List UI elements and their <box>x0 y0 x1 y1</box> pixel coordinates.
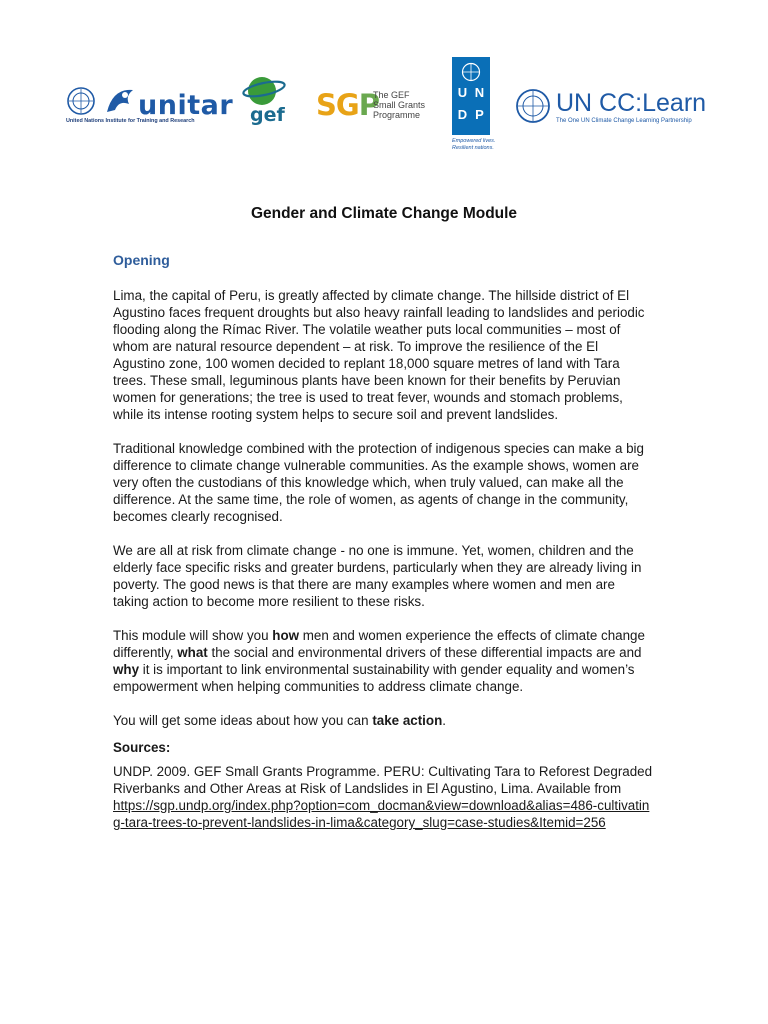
section-heading-opening: Opening <box>113 252 170 268</box>
p4-text-3: the social and environmental drivers of these differential impacts are and <box>207 645 642 660</box>
undp-letter: D <box>457 107 468 122</box>
document-title: Gender and Climate Change Module <box>250 205 518 222</box>
p4-text-1: This module will show you <box>113 628 273 643</box>
sgp-subtitle-line2: Small Grants <box>373 100 426 110</box>
unitar-wordmark: unitar <box>138 90 234 121</box>
paragraph-1: Lima, the capital of Peru, is greatly affected by climate change. The hillside district of El Agustino faces frequent droughts but also heavy rainfall leading to landslides and periodic flooding along the Rímac River. The volatile weather puts local communities – most of whom are natural resource dependent – at risk. To improve the resilience of the El Agustino zone, 100 women decided to replant 18,000 square metres of land with Tara trees. These small, leguminous plants have been known for their benefits by Peruvian women for generations; the tree is used to treat fever, wounds and stomach problems, while its intense rooting system helps to secure soil and prevent landslides. <box>113 288 645 422</box>
p4-bold-how: how <box>272 628 300 643</box>
source-text: UNDP. 2009. GEF Small Grants Programme. PERU: Cultivating Tara to Reforest Degraded Riverbanks and Other Areas at Risk of Landslides in El Agustino, Lima. Available from <box>113 764 653 796</box>
sgp-subtitle <box>373 90 425 120</box>
p4-text-4: it is important to link environmental sustainability with gender equality and women’s empowerment when helping communities to address climate change. <box>113 662 635 694</box>
undp-logo <box>452 57 490 135</box>
gef-wordmark: gef <box>250 104 285 126</box>
p5-text-2: . <box>442 713 447 728</box>
uncclearn-subtitle: The One UN Climate Change Learning Partnership <box>556 118 692 124</box>
sgp-subtitle-line3: Programme <box>373 110 421 120</box>
sgp-subtitle-line1: The GEF <box>373 90 410 100</box>
undp-tagline-line1: Empowered lives. <box>452 138 496 144</box>
undp-letter: P <box>475 107 484 122</box>
p4-bold-why: why <box>113 662 140 677</box>
p4-text-2: men and women experience the effects of climate change differently, <box>113 628 645 660</box>
undp-tagline <box>452 138 495 152</box>
undp-letter: U <box>457 85 468 100</box>
document-body <box>113 252 653 831</box>
partner-logos-header <box>0 0 768 150</box>
unitar-globe-icon <box>103 82 139 118</box>
uncclearn-emblem-icon <box>515 88 551 124</box>
source-link[interactable]: https://sgp.undp.org/index.php?option=com_docman&view=download&alias=486-cultivating-tara-trees-to-prevent-landslides-in-lima&category_slug=case-studies&Itemid=256 <box>113 798 650 830</box>
sgp-wordmark: SGP <box>316 88 379 122</box>
paragraph-5 <box>113 712 653 729</box>
un-emblem-icon <box>66 86 96 116</box>
p5-bold-take-action: take action <box>372 713 443 728</box>
unitar-subtitle: United Nations Institute for Training and Research <box>66 118 195 124</box>
paragraph-4 <box>113 627 653 695</box>
gef-globe-icon <box>242 74 286 108</box>
p5-text-1: You will get some ideas about how you can <box>113 713 373 728</box>
sources-heading: Sources: <box>113 740 171 755</box>
p4-bold-what: what <box>177 645 208 660</box>
undp-emblem-icon <box>459 61 483 83</box>
paragraph-3: We are all at risk from climate change - no one is immune. Yet, women, children and the elderly face specific risks and greater burdens, particularly when they are already living in poverty. The good news is that there are many examples where women and men are taking action to become more resilient to these risks. <box>113 543 642 609</box>
source-citation <box>113 763 653 831</box>
uncclearn-wordmark: UN CC:Learn <box>556 89 707 117</box>
undp-tagline-line2: Resilient nations. <box>452 145 494 151</box>
undp-letter: N <box>474 85 485 100</box>
paragraph-2: Traditional knowledge combined with the protection of indigenous species can make a big difference to climate change vulnerable communities. As the example shows, women are very often the custodians of this knowledge which, when truly valued, can make all the difference. At the same time, the role of women, as agents of change in the community, becomes clearly recognised. <box>113 441 644 524</box>
